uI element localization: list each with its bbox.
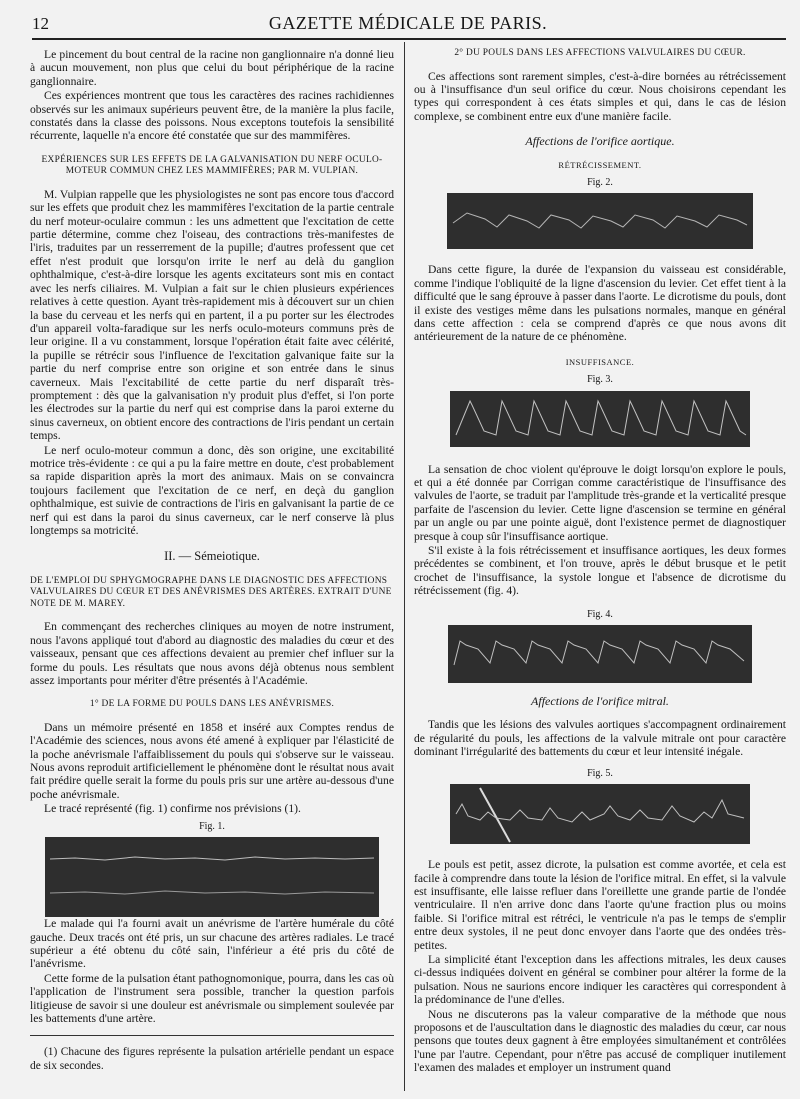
figure-1-trace bbox=[45, 837, 379, 917]
paragraph: Le nerf oculo-moteur commun a donc, dès son origine, une excitabilité motrice très-évidente : ce qui a pu la faire mettre en doute, c'est probablement sa rapide disparition après la mort des animaux. Mais on se convaincra toujours facilement que l'excitation de ce nerf, en deçà du ganglion ophthalmique, est suivie de contractions de l'iris en galvanisant la partie de ce nerf qui est dans la paroi du sinus caverneux, car le nerf conserve là plus longtemps sa motricité. bbox=[30, 443, 394, 537]
figure-label: Fig. 3. bbox=[587, 374, 613, 386]
paragraph: Ces affections sont rarement simples, c'est-à-dire bornées au rétrécissement ou à l'insuffisance d'un seul orifice du cœur. Nous choisirons cependant les types qui correspondent à ces états simples et qui, dans le cas de lésion complexe, se combinent entre eux d'une manière facile. bbox=[414, 69, 786, 123]
figure-5-trace bbox=[450, 784, 750, 844]
paragraph: Tandis que les lésions des valvules aortiques s'accompagnent ordinairement de régularité du pouls, les affections de la valvule mitrale ont pour caractère dominant l'irrégularité des battements du cœur et leur intensité inégale. bbox=[414, 718, 786, 759]
figure-label: Fig. 5. bbox=[587, 767, 613, 779]
article-heading: EXPÉRIENCES SUR LES EFFETS DE LA GALVANISATION DU NERF OCULO-MOTEUR COMMUN CHEZ LES MAMMIFÈRES; PAR M. VULPIAN. bbox=[41, 154, 383, 177]
footnote bbox=[30, 1046, 394, 1073]
paragraph: S'il existe à la fois rétrécissement et insuffisance aortiques, les deux formes précédentes se combinent, et l'on trouve, après le début brusque et le petit crochet de l'insuffisance, la systole longue et l'absence de dicrotisme du rétrécissement (fig. 4). bbox=[414, 544, 786, 598]
paragraph: En commençant des recherches cliniques au moyen de notre instrument, nous l'avons appliqué tout d'abord au diagnostic des maladies du cœur et des vaisseaux, pensant que ces affections devaient au premier chef influer sur la forme du pouls. Les résultats que nous avons déjà obtenus nous semblent assez importants pour mériter d'être présentés à l'Académie. bbox=[30, 620, 394, 687]
footnote-rule bbox=[30, 1035, 394, 1036]
page-number: 12 bbox=[32, 14, 49, 33]
figure-2-trace bbox=[447, 193, 753, 249]
paragraph: Le pincement du bout central de la racine non ganglionnaire n'a donné lieu à aucun mouvement, non plus que celui du bout périphérique de la racine ganglionnaire. bbox=[30, 48, 394, 88]
right-column bbox=[414, 48, 786, 1076]
article-heading: DE L'EMPLOI DU SPHYGMOGRAPHE DANS LE DIAGNOSTIC DES AFFECTIONS VALVULAIRES DU CŒUR ET DES ANÉVRISMES DES ARTÈRES. EXTRAIT D'UNE NOTE DE M. MAREY. bbox=[30, 575, 392, 609]
footnote-text: (1) Chacune des figures représente la pulsation artérielle pendant un espace de six secondes. bbox=[30, 1046, 394, 1072]
paragraph: La sensation de choc violent qu'éprouve le doigt lorsqu'on explore le pouls, et qui a été donnée par Corrigan comme caractéristique de l'insuffisance des valvules de l'aorte, se traduit par l'amplitude très-grande et la verticalité presque parfaite de l'ascension du levier. Cette ligne d'ascension se termine en général par un angle ou par une pointe aiguë, dont l'existence permet de diagnostiquer presque à coup sûr l'insuffisance aortique. bbox=[414, 462, 786, 543]
subsection-title: Affections de l'orifice mitral. bbox=[531, 694, 669, 709]
small-heading: RÉTRÉCISSEMENT. bbox=[558, 159, 642, 170]
subsection-heading: 1° DE LA FORME DU POULS DANS LES ANÉVRISMES. bbox=[89, 699, 335, 710]
left-column bbox=[30, 48, 394, 1074]
paragraph: Le pouls est petit, assez dicrote, la pulsation est comme avortée, et cela est facile à comprendre dans toute la lésion de l'orifice mitral. En effet, si la valvule est insuffisante, elle laisse refluer dans l'oreillette une grande partie de l'ondée ventriculaire. Il n'en arrive donc dans l'aorte qu'une fraction plus ou moins faible. Si l'orifice mitral est rétréci, le ventricule n'a pas le temps de s'emplir entre deux systoles, il ne peut donc envoyer dans l'aorte que des ondées très-petites. bbox=[414, 858, 786, 952]
section-heading: II. — Sémeiotique. bbox=[164, 549, 260, 564]
paragraph: Le tracé représenté (fig. 1) confirme nos prévisions (1). bbox=[44, 802, 301, 816]
figure-label: Fig. 2. bbox=[587, 176, 613, 188]
paragraph: Dans un mémoire présenté en 1858 et inséré aux Comptes rendus de l'Académie des sciences, nous avons été amené à expliquer par l'élasticité de la poche anévrismale l'affaiblissement du pouls qui s'observe sur le vaisseau. Nous avons reproduit artificiellement le phénomène dont le résultat nous avait fait prédire quelle serait la forme du pouls pris sur une artère au-dessous d'une poche anévrismale. bbox=[30, 720, 394, 801]
subsection-heading: 2° DU POULS DANS LES AFFECTIONS VALVULAIRES DU CŒUR. bbox=[454, 48, 746, 58]
paragraph: La simplicité étant l'exception dans les affections mitrales, les deux causes ci-dessus indiquées doivent en général se combiner pour altérer la forme de la pulsation. Nous ne saurions encore indiquer les caractères qui correspondent à la prédominance de l'une d'elles. bbox=[414, 952, 786, 1007]
paragraph: Nous ne discuterons pas la valeur comparative de la méthode que nous proposons et de l'auscultation dans le diagnostic des maladies du cœur, car nous pensons que toutes deux gagnent à être employées simultanément et contrôlées l'une par l'autre. Cependant, pour n'être pas accusé de compliquer inutilement l'examen des malades et employer un instrument quand bbox=[414, 1007, 786, 1075]
paragraph: Dans cette figure, la durée de l'expansion du vaisseau est considérable, comme l'indique l'obliquité de la ligne d'ascension du levier. Cet effet tient à la difficulté que le sang éprouve à passer dans l'aorte. Le dicrotisme du pouls, dont il existe des vestiges même dans les pulsations normales, manque en général dans cette affection : cela se comprend d'après ce que nous avons dit antérieurement de la nature de ce phénomène. bbox=[414, 263, 786, 344]
column-divider bbox=[404, 42, 405, 1091]
small-heading: INSUFFISANCE. bbox=[565, 356, 635, 367]
paragraph: Le malade qui l'a fourni avait un anévrisme de l'artère humérale du côté gauche. Deux tracés ont été pris, un sur chacune des artères radiales. Le tracé supérieur a été obtenu du côté sain, l'inférieur a été pris du côté de l'anévrisme. bbox=[30, 917, 394, 971]
figure-4-trace bbox=[448, 625, 752, 683]
figure-label: Fig. 4. bbox=[587, 608, 613, 620]
figure-3-trace bbox=[450, 391, 750, 447]
paragraph: Ces expériences montrent que tous les caractères des racines rachidiennes observés sur les animaux supérieurs peuvent être, de la manière la plus facile, constatés dans la classe des poissons. Nous exceptons toutefois la sensibilité récurrente, laquelle n'a encore été constatée que sur des mammifères. bbox=[30, 89, 394, 143]
figure-label: Fig. 1. bbox=[199, 820, 225, 832]
paragraph: M. Vulpian rappelle que les physiologistes ne sont pas encore tous d'accord sur les effets que produit chez les mammifères l'excitation de la partie centrale du nerf moteur-oculaire commun : les uns admettent que l'excitation de cette partie détermine, comme chez l'oiseau, des contractions très-manifestes de l'iris, traduites par un resserrement de la pupille; d'autres professent que cet effet n'est produit que lorsqu'on irrite le nerf au delà du ganglion ophthalmique, c'est-à-dire lorsque les agents excitateurs sont mis en contact avec les nerfs ciliaires. M. Vulpian a fait sur le chien plusieurs expériences relatives à cette question. Ayant très-rapidement mis à découvert sur un chien la base du cerveau et les nerfs qui en partent, il a pu porter sur les électrodes d'un appareil volta-faradique sur les nerfs oculo-moteurs communs près de leur origine. Il a vu constamment, lorsque l'opération était faite avec célérité, la pupille se rétrécir sous l'influence de l'excitation galvanique faite sur la partie du nerf comprise entre son origine et son entrée dans le sinus caverneux. Mais l'excitabilité de cette partie du nerf disparaît très-promptement : dès que la galvanisation n'y produit plus d'effet, si l'on porte les électrodes sur la partie du nerf qui est comprise dans la paroi externe du sinus caverneux, on obtient encore des contractions de l'iris pendant un certain temps. bbox=[30, 187, 394, 443]
page-title: GAZETTE MÉDICALE DE PARIS. bbox=[268, 13, 548, 33]
page-header bbox=[32, 12, 784, 34]
paragraph: Cette forme de la pulsation étant pathognomonique, pourra, dans les cas où l'application de l'instrument sera possible, trancher la question parfois litigieuse de savoir si une douleur est anévrismale ou simplement soulevée par les battements d'une artère. bbox=[30, 971, 394, 1025]
subsection-title: Affections de l'orifice aortique. bbox=[525, 134, 675, 149]
header-rule bbox=[32, 38, 786, 40]
